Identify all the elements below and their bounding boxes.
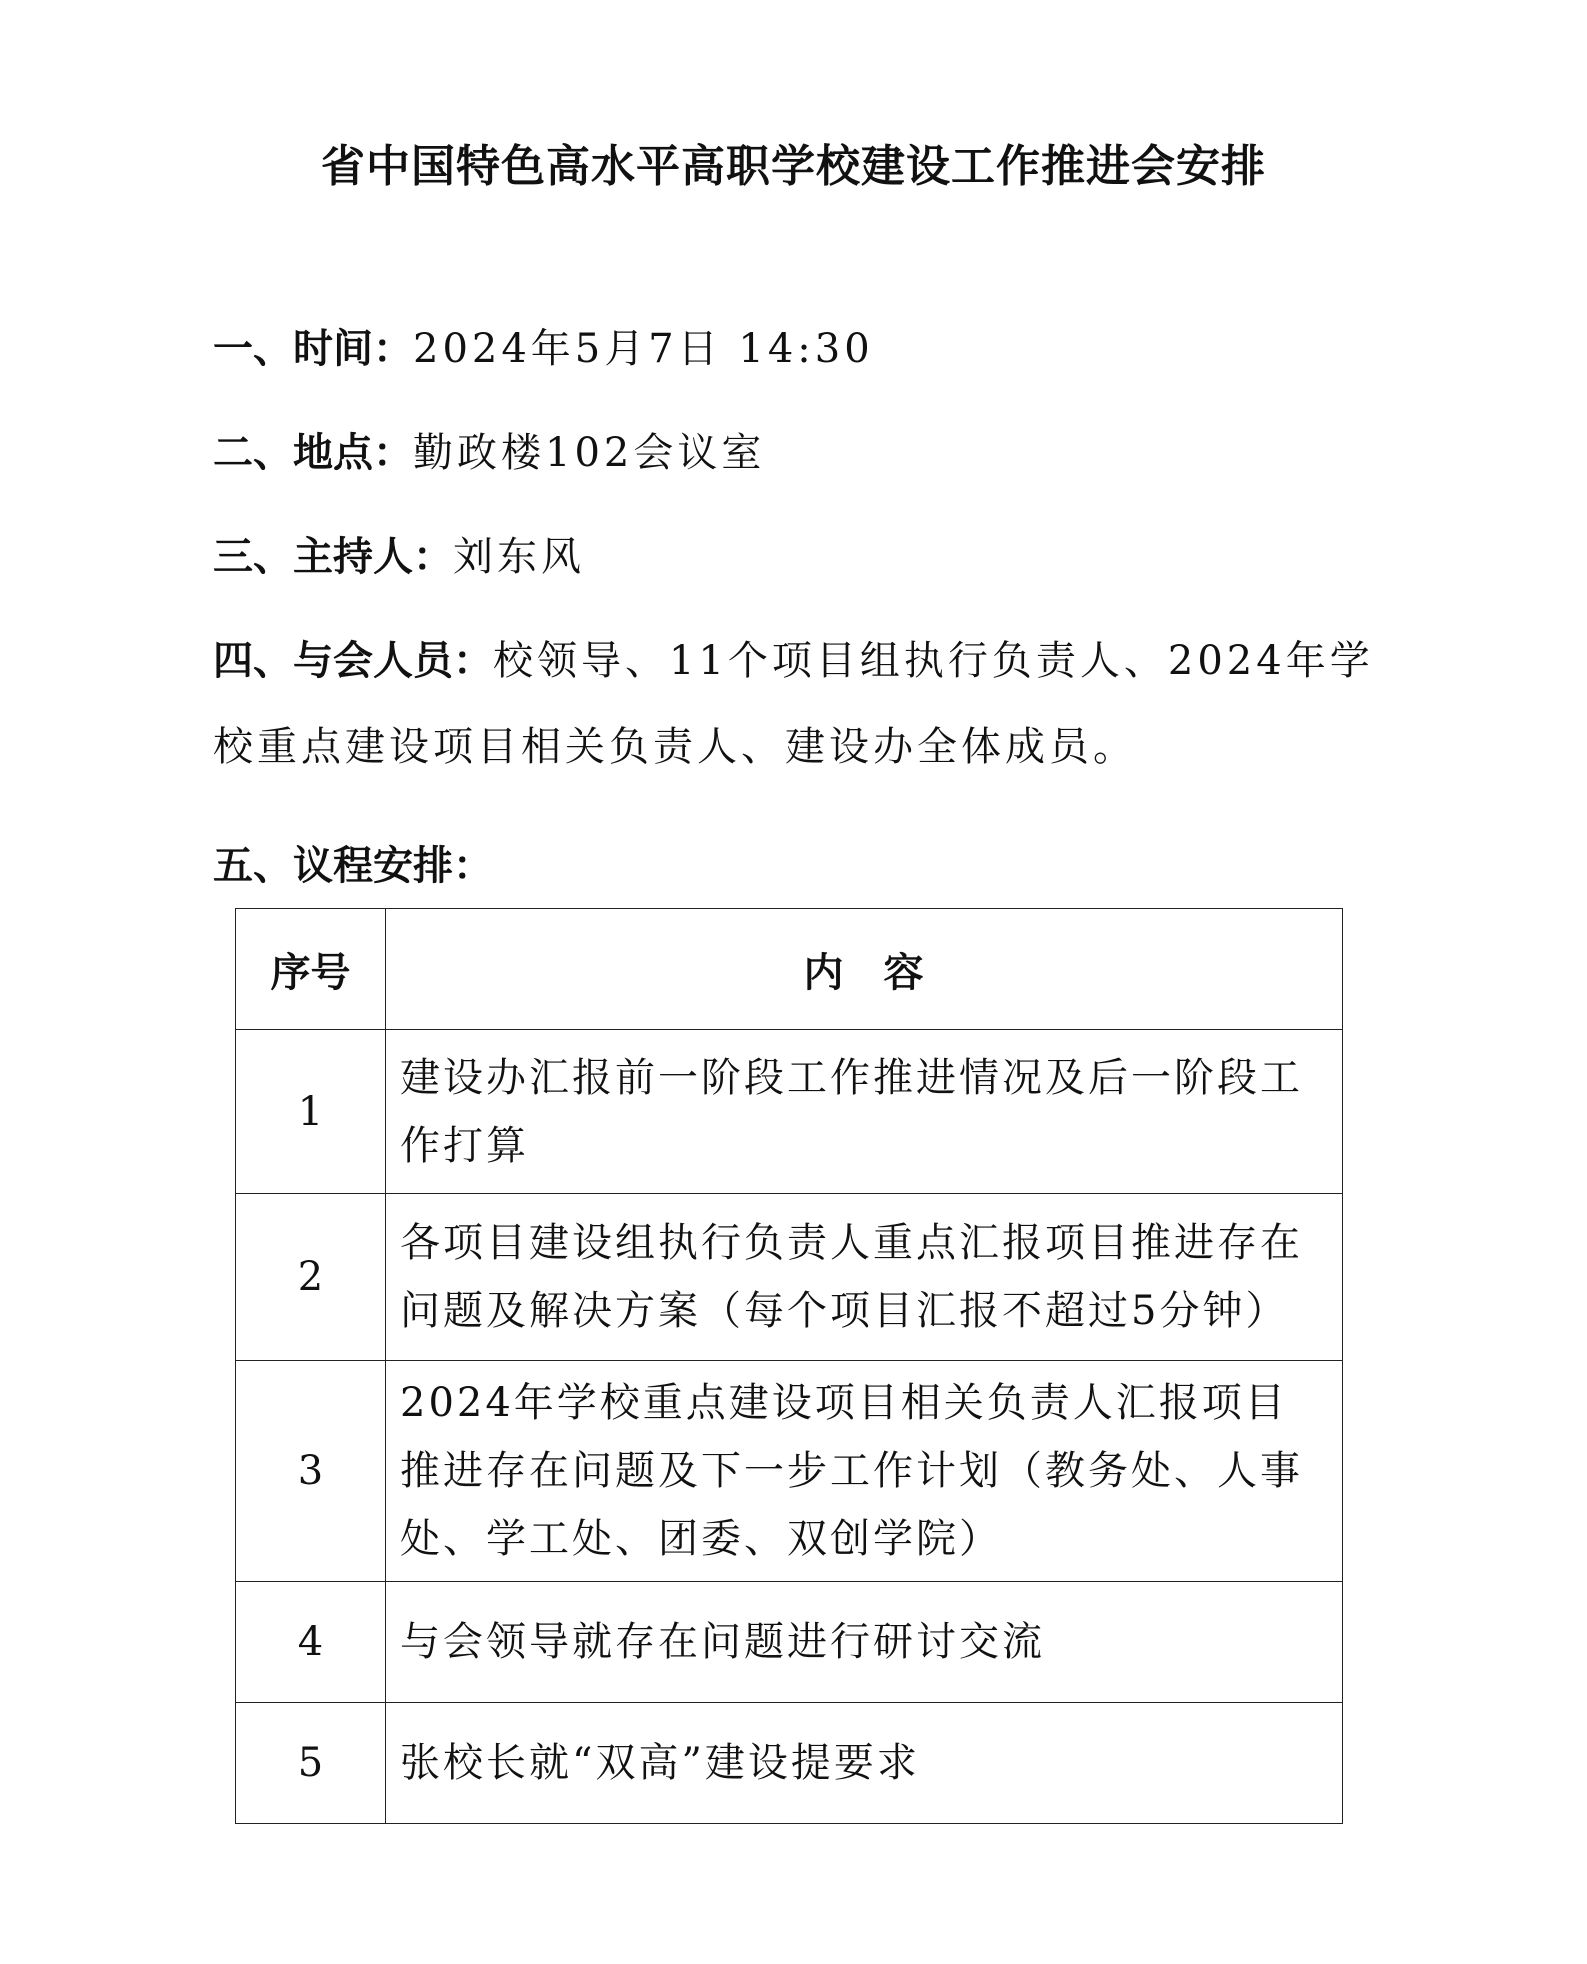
row-content: 2024年学校重点建设项目相关负责人汇报项目推进存在问题及下一步工作计划（教务处、人事处、学工处、团委、双创学院） bbox=[386, 1361, 1343, 1582]
row-content: 张校长就“双高”建设提要求 bbox=[386, 1703, 1343, 1824]
row-content: 各项目建设组执行负责人重点汇报项目推进存在问题及解决方案（每个项目汇报不超过5分钟） bbox=[386, 1194, 1343, 1361]
meeting-place bbox=[213, 410, 1383, 496]
meeting-attendees-value: 校领导、11个项目组执行负责人、2024年学校重点建设项目相关负责人、建设办全体成员。 bbox=[213, 638, 1374, 770]
meeting-host-label: 三、主持人： bbox=[213, 534, 453, 580]
table-row bbox=[236, 1582, 1343, 1703]
agenda-table bbox=[235, 908, 1343, 1824]
meeting-place-label: 二、地点： bbox=[213, 430, 413, 476]
meeting-time bbox=[213, 306, 1383, 392]
row-content: 与会领导就存在问题进行研讨交流 bbox=[386, 1582, 1343, 1703]
header-content: 内容 bbox=[386, 909, 1343, 1030]
meeting-host-value: 刘东风 bbox=[453, 534, 585, 580]
agenda-heading-label: 五、议程安排： bbox=[213, 843, 493, 889]
meeting-attendees bbox=[213, 618, 1383, 790]
table-row bbox=[236, 1194, 1343, 1361]
header-seq: 序号 bbox=[236, 909, 386, 1030]
row-seq: 3 bbox=[236, 1361, 386, 1582]
row-content: 建设办汇报前一阶段工作推进情况及后一阶段工作打算 bbox=[386, 1030, 1343, 1194]
row-seq: 1 bbox=[236, 1030, 386, 1194]
meeting-host bbox=[213, 514, 1383, 600]
table-row bbox=[236, 1030, 1343, 1194]
agenda-heading bbox=[213, 823, 1383, 909]
document-title: 省中国特色高水平高职学校建设工作推进会安排 bbox=[321, 141, 1266, 192]
table-row bbox=[236, 1361, 1343, 1582]
meeting-time-label: 一、时间： bbox=[213, 326, 413, 372]
agenda-header-row bbox=[236, 909, 1343, 1030]
table-row bbox=[236, 1703, 1343, 1824]
meeting-time-value: 2024年5月7日 14:30 bbox=[413, 326, 874, 372]
row-seq: 5 bbox=[236, 1703, 386, 1824]
row-seq: 4 bbox=[236, 1582, 386, 1703]
meeting-attendees-label: 四、与会人员： bbox=[213, 638, 493, 684]
row-seq: 2 bbox=[236, 1194, 386, 1361]
meeting-place-value: 勤政楼102会议室 bbox=[413, 430, 766, 476]
